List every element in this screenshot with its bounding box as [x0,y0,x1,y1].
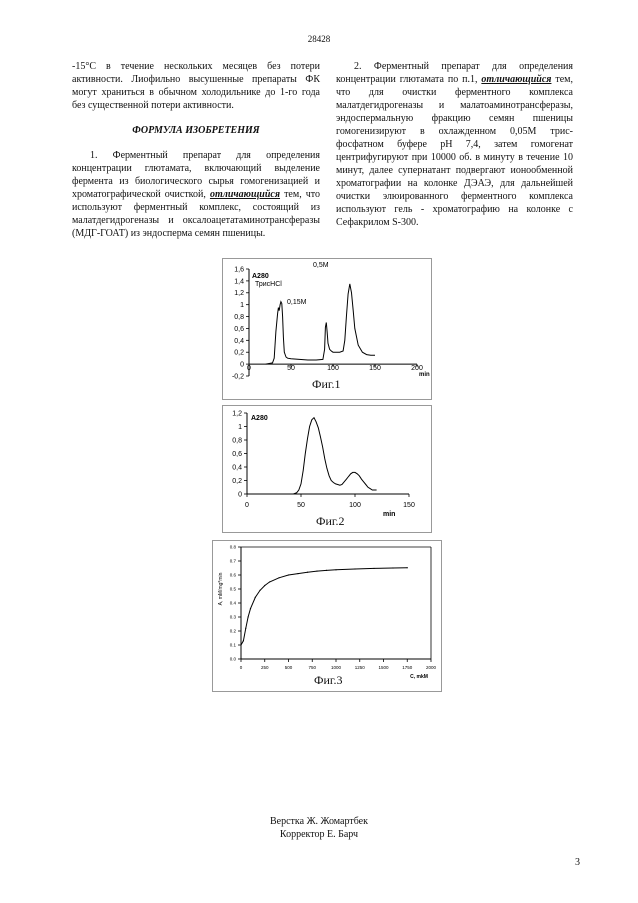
x-tick-label: 1000 [330,665,342,670]
claim-2-emphasis: отличающийся [481,74,552,85]
y-tick-label: 1,2 [232,410,242,418]
data-point [243,640,244,641]
x-tick-label: 500 [284,665,293,670]
y-tick-label: 0,4 [232,464,242,472]
figure-3-chart [213,541,441,691]
data-point [307,572,308,573]
x-tick-label: 150 [369,365,381,372]
footer-proofreader-credit: Корректор Е. Барч [279,829,359,840]
y-tick-label: 0.5 [229,586,236,592]
y-tick-label: 0,8 [234,314,244,322]
data-point [245,628,246,629]
x-tick-label: 1250 [354,665,365,670]
y-tick-label: 0.2 [229,628,236,634]
x-axis-label: min [419,372,430,378]
x-axis-label: min [383,511,396,518]
figure-1-caption: Фиг.1 [312,377,341,391]
y-tick-label: 0.7 [229,558,236,564]
chart-annotation: 0,15M [287,299,307,306]
footer-credits [0,815,638,841]
data-point [278,577,279,578]
y-tick-label: 0,6 [234,325,244,333]
chart-annotation: 0,5M [313,262,329,269]
left-column [72,60,320,240]
y-tick-label: 0,4 [234,337,244,345]
y-tick-label: 0.1 [229,642,236,648]
x-tick-label: 150 [403,502,415,509]
data-series-line [293,418,376,494]
data-point [392,567,393,568]
data-point [240,644,241,645]
data-point [335,569,336,570]
y-tick-label: 0 [240,361,244,369]
y-tick-label: 0,2 [232,477,242,485]
x-tick-label: 200 [411,365,423,372]
y-tick-label: 1,2 [234,290,244,298]
y-tick-label: 0 [238,491,242,499]
page-number: 3 [575,857,580,868]
patent-number: 28428 [307,34,331,44]
data-series-line [241,568,407,645]
claim-1-text-a: 1. Ферментный препарат для определения концентрации глютамата, включающий выделение фермента из биологического сырья гомогенизацией и хроматографической очисткой, [72,150,320,200]
y-axis-label: A280 [251,415,268,422]
x-tick-label: 250 [260,665,269,670]
x-tick-label: 100 [327,365,339,372]
x-axis-label: C, mkM [410,674,428,680]
data-point [354,568,355,569]
x-tick-label: 2000 [425,665,437,670]
data-point [373,568,374,569]
y-tick-label: 1,4 [234,278,244,286]
claim-1 [72,149,320,240]
data-point [316,570,317,571]
y-tick-label: -0,2 [231,373,244,381]
x-tick-label: 0 [245,502,249,509]
claim-2 [336,60,573,229]
figure-3-frame [212,540,442,692]
y-tick-label: 0.6 [229,572,236,578]
y-tick-label: 1 [240,302,244,310]
data-series-line [266,284,375,364]
data-point [326,570,327,571]
data-point [264,585,265,586]
data-point [248,616,249,617]
x-tick-label: 0 [247,365,251,372]
claim-2-text-b: тем, что для очистки ферментного комплекса малатдегидрогеназы и малатоаминотрансферазы, эндоспермальную фракцию семян пшеницы гомогенизируют в охлажденном 0,05М трис-фосфатном буфере рН 7,4, затем гомогенат центрифугируют при 10000 об. в минуту в течение 10 минут, далее супернатант подвергают ионообменной хроматографии на колонке ДЭАЭ, для дальнейшей очистки элюированного ферментного комплекса используют гель - хроматографию на колонке с Сефакрилом S-300. [336,74,573,228]
x-tick-label: 50 [297,502,305,509]
claim-2-text-a: 2. Ферментный препарат для определения концентрации глютамата по п.1, [336,61,573,85]
x-tick-label: 750 [308,665,317,670]
figure-3-caption: Фиг.3 [314,673,343,687]
y-tick-label: 0.0 [229,656,236,662]
figure-2-caption: Фиг.2 [316,514,345,528]
y-tick-label: 0,8 [232,437,242,445]
right-column [336,60,573,229]
data-point [407,567,408,568]
x-tick-label: 0 [239,665,243,670]
y-tick-label: 0.8 [229,544,236,550]
y-axis-label: A, mM/mg*min [218,572,224,606]
y-tick-label: 1 [238,423,242,431]
data-point [297,573,298,574]
x-tick-label: 50 [287,365,295,372]
x-tick-label: 1750 [402,665,413,670]
data-point [250,608,251,609]
y-tick-label: 0.4 [229,600,236,606]
x-tick-label: 100 [349,502,361,509]
claim-1-text-b: тем, что используют ферментный комплекс, состоящий из малатдегидрогеназы и оксалоацетатаминотрансферазы (МДГ-ГОАТ) из эндосперма семян пшеницы. [72,189,321,239]
footer-layout-credit: Верстка Ж. Жомартбек [270,816,368,827]
data-point [269,581,270,582]
data-point [288,574,289,575]
claim-1-emphasis: отличающийся [209,189,281,200]
y-tick-label: 0,6 [232,450,242,458]
y-axis-label: A280 [252,273,269,280]
section-title: ФОРМУЛА ИЗОБРЕТЕНИЯ [132,125,260,136]
data-point [259,590,260,591]
y-tick-label: 0,2 [234,349,244,357]
y-tick-label: 0.3 [229,614,236,620]
chart-annotation: ТрисHCl [255,281,282,288]
data-point [255,597,256,598]
x-tick-label: 1500 [378,665,389,670]
y-tick-label: 1,6 [234,266,244,274]
paragraph-storage: -15°C в течение нескольких месяцев без потери активности. Лиофильно высушенные препараты ФК могут храниться в обычном холодильнике до 1-го года без существенной потери активности. [72,61,320,111]
